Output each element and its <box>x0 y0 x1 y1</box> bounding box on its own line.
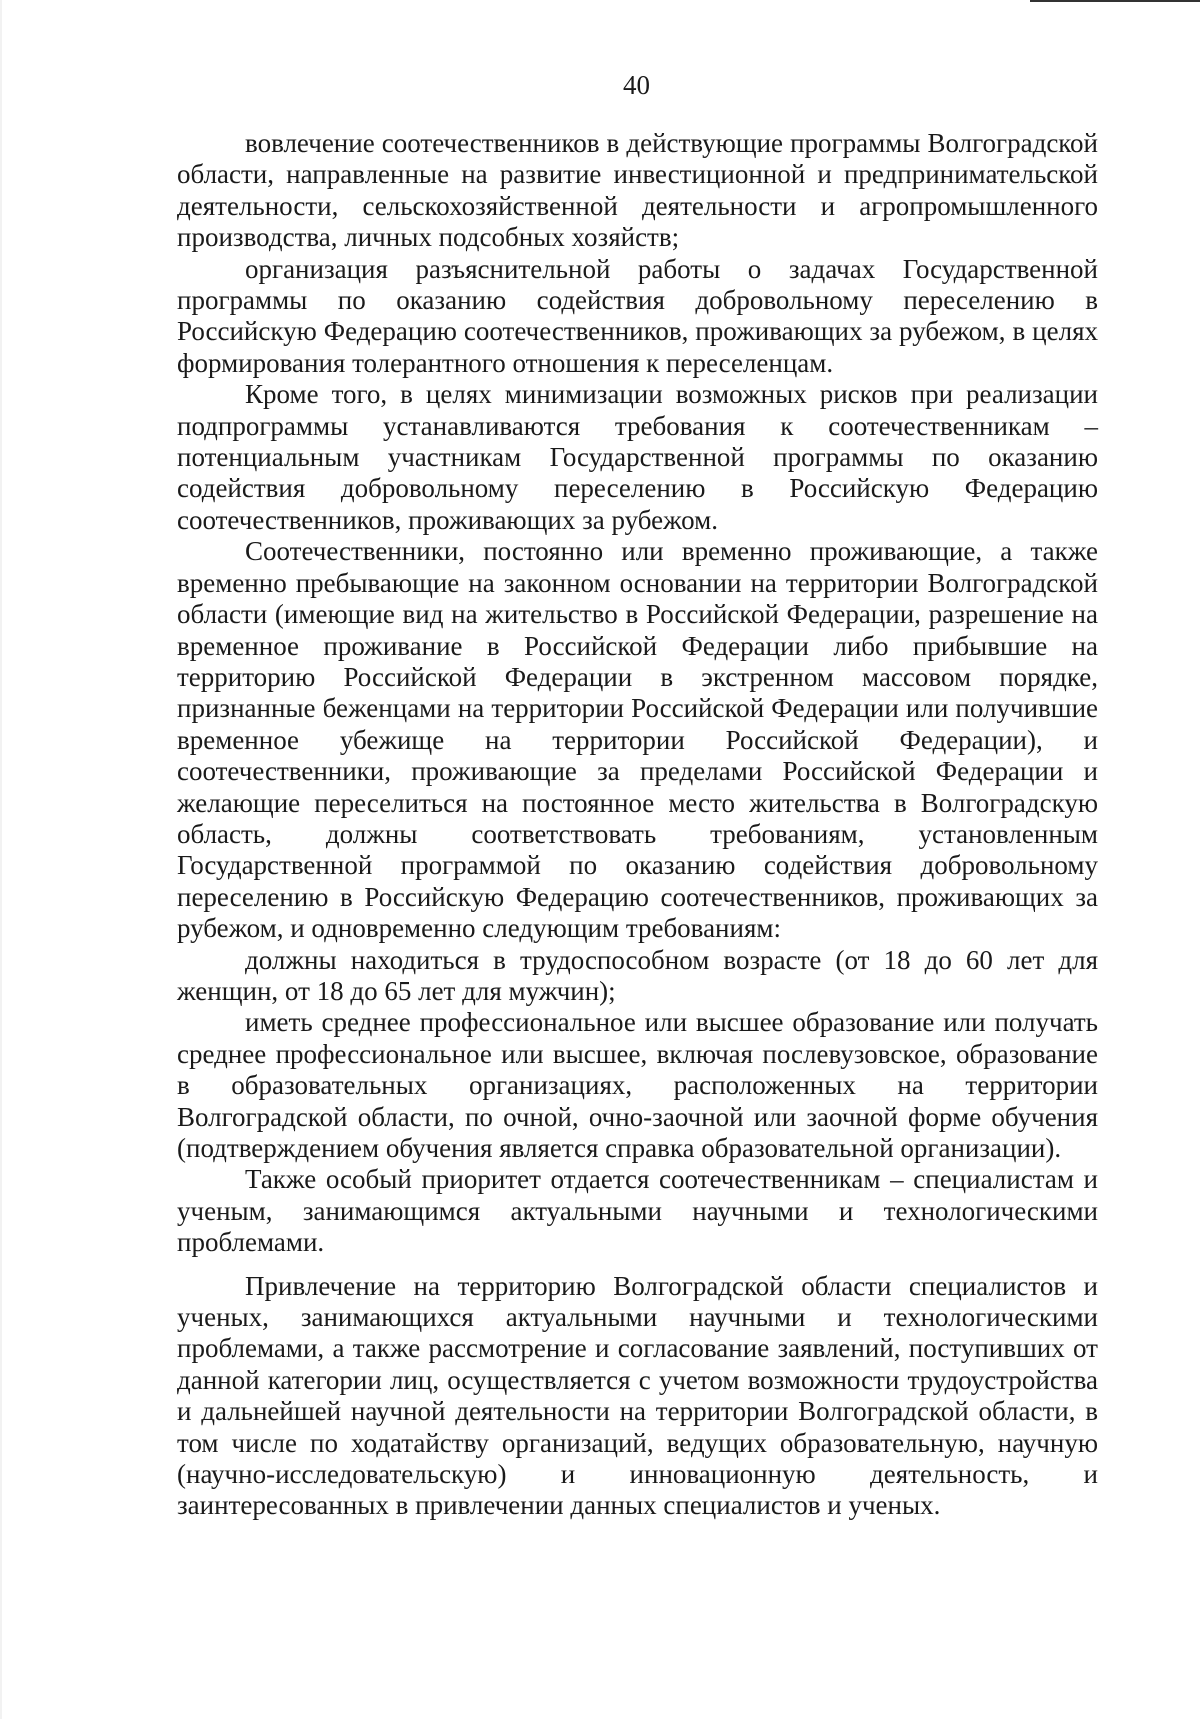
paragraph-education-requirement: иметь среднее профессиональное или высшее образование или получать среднее профессиональное или высшее, включая послевузовское, образование в образовательных организациях, расположенных на территории Волгоградской области, по очной, очно-заочной или заочной форме обучения (подтверждением обучения является справка образовательной организации). <box>177 1007 1098 1163</box>
paragraph-priority-specialists: Также особый приоритет отдается соотечественникам – специалистам и ученым, занимающимся актуальными научными и технологическими проблемами. <box>177 1164 1098 1258</box>
paragraph-explanatory-work: организация разъяснительной работы о задачах Государственной программы по оказанию содействия добровольному переселению в Российскую Федерацию соотечественников, проживающих за рубежом, в целях формирования толерантного отношения к переселенцам. <box>177 253 1098 378</box>
paragraph-involvement: вовлечение соотечественников в действующие программы Волгоградской области, направленные на развитие инвестиционной и предпринимательской деятельности, сельскохозяйственной деятельности и агропромышленного производства, личных подсобных хозяйств; <box>177 128 1098 253</box>
paragraph-risk-requirements: Кроме того, в целях минимизации возможных рисков при реализации подпрограммы устанавливаются требования к соотечественникам – потенциальным участникам Государственной программы по оказанию содействия добровольному переселению в Российскую Федерацию соотечественников, проживающих за рубежом. <box>177 379 1098 535</box>
scan-edge-line <box>1030 0 1200 2</box>
page-number: 40 <box>623 70 650 100</box>
scan-edge-shadow <box>0 0 2 1719</box>
paragraph-age-requirement: должны находиться в трудоспособном возрасте (от 18 до 60 лет для женщин, от 18 до 65 лет для мужчин); <box>177 944 1098 1006</box>
document-body <box>177 128 1098 1522</box>
paragraph-compatriots-requirements: Соотечественники, постоянно или временно проживающие, а также временно пребывающие на законном основании на территории Волгоградской области (имеющие вид на жительство в Российской Федерации, разрешение на временное проживание в Российской Федерации либо прибывшие на территорию Российской Федерации в экстренном массовом порядке, признанные беженцами на территории Российской Федерации или получившие временное убежище на территории Российской Федерации), и соотечественники, проживающие за пределами Российской Федерации и желающие переселиться на постоянное место жительства в Волгоградскую область, должны соответствовать требованиям, установленным Государственной программой по оказанию содействия добровольному переселению в Российскую Федерацию соотечественников, проживающих за рубежом, и одновременно следующим требованиям: <box>177 536 1098 944</box>
paragraph-attraction-specialists: Привлечение на территорию Волгоградской области специалистов и ученых, занимающихся актуальными научными и технологическими проблемами, а также рассмотрение и согласование заявлений, поступивших от данной категории лиц, осуществляется с учетом возможности трудоустройства и дальнейшей научной деятельности на территории Волгоградской области, в том числе по ходатайству организаций, ведущих образовательную, научную (научно-исследовательскую) и инновационную деятельность, и заинтересованных в привлечении данных специалистов и ученых. <box>177 1270 1098 1521</box>
